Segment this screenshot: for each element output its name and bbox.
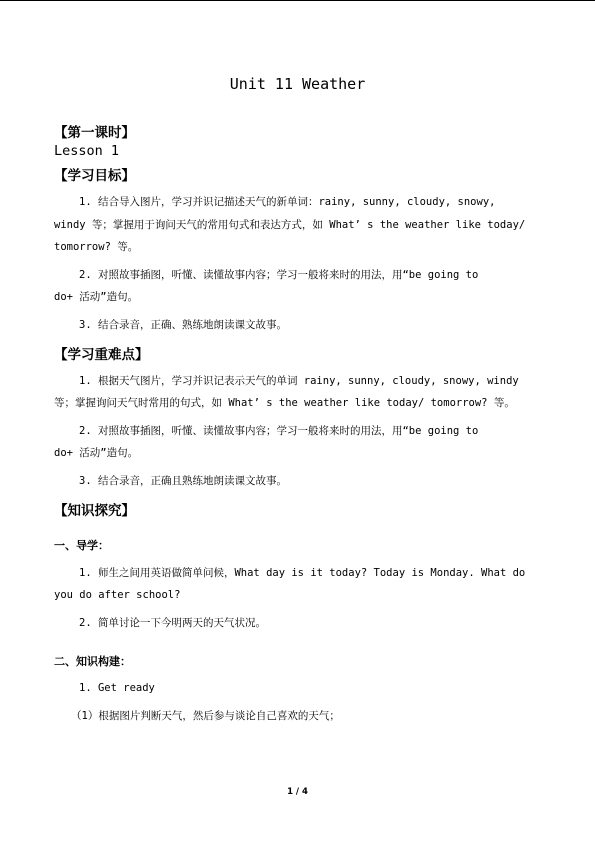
goal-1-line-1: 1. 结合导入图片，学习并识记描述天气的新单词：rainy, sunny, cloudy, snowy, (79, 196, 496, 208)
page-top-rule (0, 0, 595, 1)
goal-1-line-3: tomorrow? 等。 (54, 241, 139, 253)
goal-2-line-1: 2. 对照故事插图，听懂、读懂故事内容；学习一般将来时的用法，用“be going to (79, 269, 479, 281)
keypoint-2-line-2: do+ 活动”造句。 (54, 447, 139, 459)
section-1-title: 一、导学： (54, 539, 109, 552)
section-1-item-1-line-2: you do after school? (54, 589, 181, 601)
heading-keypoints: 【学习重难点】 (54, 347, 149, 363)
section-1-item-2: 2. 简单讨论一下今明两天的天气状况。 (79, 617, 266, 629)
keypoint-1-line-2: 等；掌握询问天气时常用的句式，如 What’ s the weather like today/ tomorrow? 等。 (54, 397, 515, 409)
goal-2-line-2: do+ 活动”造句。 (54, 291, 139, 303)
page-number: 1 / 4 (287, 787, 308, 797)
keypoint-1-line-1: 1. 根据天气图片，学习并识记表示天气的单词 rainy, sunny, cloudy, snowy, windy (79, 375, 519, 387)
section-2-item-1: 1. Get ready (79, 682, 155, 694)
keypoint-3-line-1: 3. 结合录音，正确且熟练地朗读课文故事。 (79, 475, 287, 487)
heading-period: 【第一课时】 (54, 125, 135, 141)
lesson-label: Lesson 1 (54, 143, 120, 159)
section-2-item-2: （1）根据图片判断天气，然后参与谈论自己喜欢的天气； (71, 710, 340, 722)
goal-1-line-2: windy 等；掌握用于询问天气的常用句式和表达方式，如 What’ s the weather like today/ (54, 219, 526, 231)
keypoint-2-line-1: 2. 对照故事插图，听懂、读懂故事内容；学习一般将来时的用法，用“be going to (79, 425, 479, 437)
heading-explore: 【知识探究】 (54, 503, 135, 519)
goal-3-line-1: 3. 结合录音，正确、熟练地朗读课文故事。 (79, 319, 287, 331)
section-1-item-1-line-1: 1. 师生之间用英语做简单问候，What day is it today? Today is Monday. What do (79, 567, 526, 579)
section-2-title: 二、知识构建： (54, 655, 131, 668)
heading-goals: 【学习目标】 (54, 168, 135, 184)
page-title: Unit 11 Weather (229, 75, 366, 93)
